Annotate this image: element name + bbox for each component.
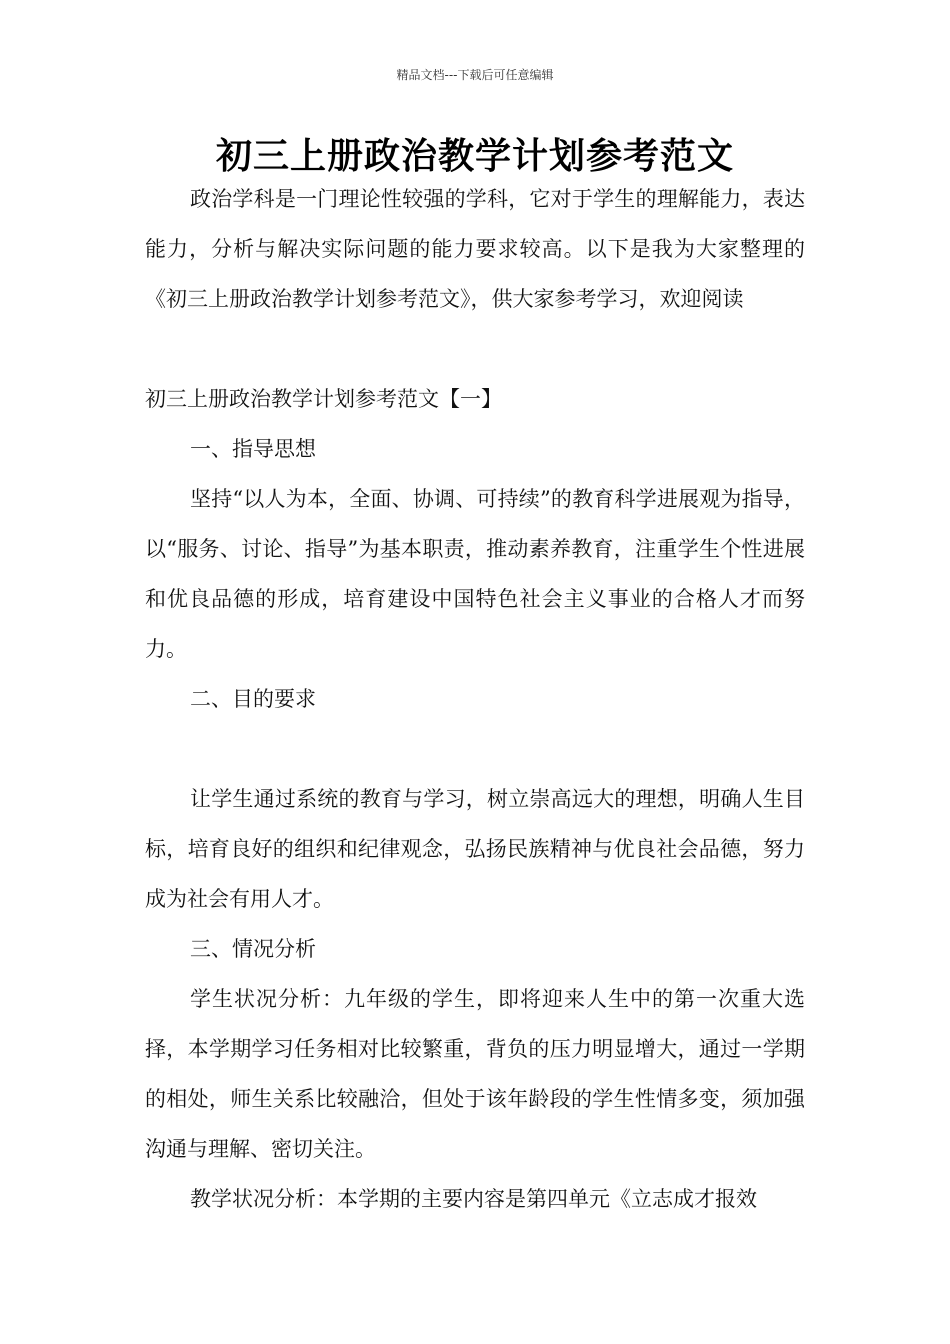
intro-paragraph: 政治学科是一门理论性较强的学科，它对于学生的理解能力，表达能力，分析与解决实际问题的能力要求较高。以下是我为大家整理的《初三上册政治教学计划参考范文》，供大家参考学习，欢迎阅读 (145, 187, 805, 311)
heading-guiding-ideology: 一、指导思想 (190, 437, 316, 461)
heading-situation-analysis: 三、情况分析 (190, 937, 316, 961)
paragraph-teaching-analysis: 教学状况分析：本学期的主要内容是第四单元《立志成才报效 (190, 1187, 757, 1211)
document-title: 初三上册政治教学计划参考范文 (215, 135, 734, 177)
section-title: 初三上册政治教学计划参考范文【一】 (145, 387, 502, 411)
paragraph-goals: 让学生通过系统的教育与学习，树立崇高远大的理想，明确人生目标，培育良好的组织和纪律观念，弘扬民族精神与优良社会品德，努力成为社会有用人才。 (145, 787, 805, 911)
paragraph-guiding-ideology: 坚持“以人为本，全面、协调、可持续”的教育科学进展观为指导，以“服务、讨论、指导”为基本职责，推动素养教育，注重学生个性进展和优良品德的形成，培育建设中国特色社会主义事业的合格人才而努力。 (145, 487, 805, 661)
heading-goals: 二、目的要求 (190, 687, 316, 711)
paragraph-student-analysis: 学生状况分析：九年级的学生，即将迎来人生中的第一次重大选择，本学期学习任务相对比较繁重，背负的压力明显增大，通过一学期的相处，师生关系比较融洽，但处于该年龄段的学生性情多变，须加强沟通与理解、密切关注。 (145, 987, 805, 1161)
header-watermark: 精品文档---下载后可任意编辑 (396, 68, 554, 82)
